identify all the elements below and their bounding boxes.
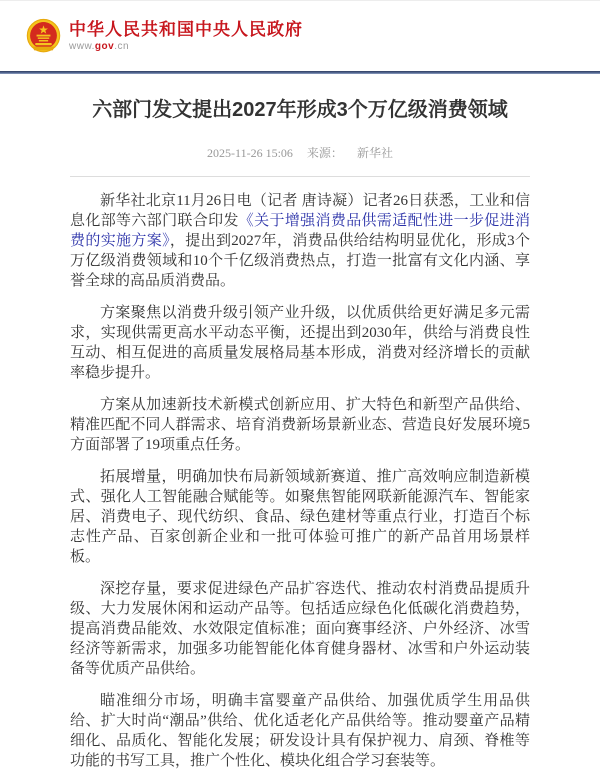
page-title: 六部门发文提出2027年形成3个万亿级消费领域 [92, 99, 508, 121]
source-label: 来源： [306, 146, 343, 160]
paragraph-5: 深挖存量，要求促进绿色产品扩容迭代、推动农村消费品提质升级、大力发展休闲和运动产品等。包括适应绿色化低碳化消费趋势，提高消费品能效、水效限定值标准；面向赛事经济、户外经济、冰雪经济等新需求，加强多功能智能化体育健身器材、冰雪和户外运动装备等优质产品供给。 [70, 581, 530, 677]
policy-document-link[interactable]: 《关于增强消费品供需适配性进一步促进消费的实施方案》 [70, 213, 530, 249]
site-header [0, 0, 600, 71]
article [0, 96, 600, 771]
site-name: 中华人民共和国中央人民政府 [69, 20, 303, 39]
gov-home-link[interactable] [25, 18, 303, 55]
paragraph-3: 方案从加速新技术新模式创新应用、扩大特色和新型产品供给、精准匹配不同人群需求、培育消费新场景新业态、营造良好发展环境5方面部署了19项重点任务。 [70, 397, 530, 453]
paragraph-1-text: 新华社北京11月26日电（记者 唐诗凝）记者26日获悉，工业和信息化部等六部门联合印发 [70, 193, 530, 229]
site-url-cn: .cn [114, 41, 130, 52]
paragraph-4: 拓展增量，明确加快布局新领域新赛道、推广高效响应制造新模式、强化人工智能融合赋能等。如聚焦智能网联新能源汽车、智能家居、消费电子、现代纺织、食品、绿色建材等重点行业，打造百个标志性产品、百家创新企业和一批可体验可推广的新产品首用场景样板。 [70, 469, 530, 565]
paragraph-1-text-after: ，提出到2027年，消费品供给结构明显优化，形成3个万亿级消费领域和10个千亿级消费热点，打造一批富有文化内涵、享誉全球的高品质消费品。 [70, 233, 530, 289]
site-url-gov: gov [94, 41, 115, 52]
paragraph-2: 方案聚焦以消费升级引领产业升级，以优质供给更好满足多元需求，实现供需更高水平动态平衡，还提出到2030年，供给与消费良性互动、相互促进的高质量发展格局基本形成，消费对经济增长的贡献率稳步提升。 [70, 305, 530, 381]
paragraph-6: 瞄准细分市场，明确丰富婴童产品供给、加强优质学生用品供给、扩大时尚“潮品”供给、优化适老化产品供给等。推动婴童产品精细化、品质化、智能化发展；研发设计具有保护视力、肩颈、脊椎等功能的书写工具，推广个性化、模块化组合学习套装等。 [70, 693, 530, 769]
china-national-emblem-icon [25, 18, 62, 55]
site-url [69, 41, 303, 52]
paragraph-1 [70, 191, 530, 291]
article-body [70, 191, 530, 771]
site-url-www: www. [69, 41, 95, 52]
article-meta [70, 144, 530, 161]
header-divider [0, 71, 600, 74]
title-divider [70, 176, 530, 177]
publish-date: 2025-11-26 15:06 [207, 146, 293, 160]
source-name: 新华社 [356, 146, 393, 160]
